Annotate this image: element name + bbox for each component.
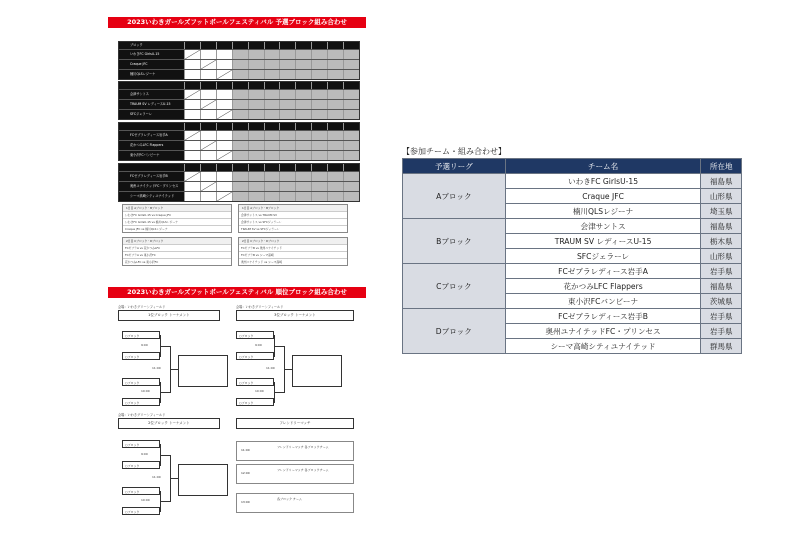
tournament-3-title: 3位ブロック トーナメント	[236, 310, 354, 321]
team-cell: FCゼブラレディース岩手B	[505, 309, 701, 324]
header-team: チーム名	[505, 159, 701, 174]
league-cell: Cブロック	[403, 264, 506, 309]
prelim-title-bar: 2023いわきガールズフットボールフェスティバル 予選ブロック組み合わせ	[108, 17, 366, 28]
pref-cell: 岩手県	[701, 324, 742, 339]
grid-team: Craque JFC	[127, 60, 184, 69]
team-cell: FCゼブラレディース岩手A	[505, 264, 701, 279]
team-cell: 会津サントス	[505, 219, 701, 234]
pref-cell: 栃木県	[701, 234, 742, 249]
friendly-title: フレンドリーマッチ	[236, 418, 354, 429]
team-cell: TRAUM SV レディースU-15	[505, 234, 701, 249]
final-title-bar: 2023いわきガールズフットボールフェスティバル 順位ブロック組み合わせ	[108, 287, 366, 298]
friendly-row: 12:00 フレンドリーマッチ 各ブロックチーム	[236, 464, 354, 484]
grid-team: SFCジェラーレ	[127, 110, 184, 119]
grid-team: いわきFC GirlsU-15	[127, 50, 184, 59]
grid-team: シーマ高崎シティユナイテッド	[127, 192, 184, 201]
league-cell: Bブロック	[403, 219, 506, 264]
team-cell: 東小沢FCバンビーナ	[505, 294, 701, 309]
bracket-final-box	[178, 464, 228, 496]
grid-team: 奥州ユナイテッドFC・プリンセス	[127, 182, 184, 191]
friendly-row: 13:00 各ブロック チーム	[236, 493, 354, 513]
block-b-grid	[118, 81, 360, 120]
block-a-grid	[118, 41, 360, 80]
pref-cell: 山形県	[701, 249, 742, 264]
friendly-row: 11:00 フレンドリーマッチ 各ブロックチーム	[236, 441, 354, 461]
league-cell: Aブロック	[403, 174, 506, 219]
team-cell: SFCジェラーレ	[505, 249, 701, 264]
participants-title: 【参加チーム・組み合わせ】	[402, 147, 506, 156]
header-pref: 所在地	[701, 159, 742, 174]
block-c-grid	[118, 122, 360, 161]
pref-cell: 岩手県	[701, 264, 742, 279]
grid-team: 楠川QLSレジーナ	[127, 70, 184, 79]
pref-cell: 山形県	[701, 189, 742, 204]
schedule-table: 2日目 Cブロック・Dブロック FCゼブラA vs 花かつみLFC FCゼブラA vs 東小沢FC 花かつみLFC vs 東小沢FC	[122, 237, 232, 266]
grid-team: 東小沢FCバンビーナ	[127, 151, 184, 160]
grid-team: FCゼブラレディース岩手A	[127, 131, 184, 140]
header-league: 予選リーグ	[403, 159, 506, 174]
schedule-thumbnail: 2023いわきガールズフットボールフェスティバル 予選ブロック組み合わせ ブロック いわきFC GirlsU-15 Craque JFC 楠川QLSレジーナ 会津サントス TRAUM SV レディースU-15 SFCジェラーレ FCゼブラレディース岩手A 花かつみLFC Flappers 東小沢FCバンビーナ FCゼブラレディース岩手B 奥州ユナイテッドFC・プリンセス シーマ高崎シティユナイテッド 1日目 Aブロック・Bブロック いわきFC GirlsU-15 vs Craque JFC いわきFC GirlsU-15 vs 楠川QLSレジーナ Craque JFC vs 楠川QLSレジーナ 1日目 Aブロック・Bブロック 会津サントス vs TRAUM SV 会津サントス vs SFCジェラーレ TRAUM SV vs SFCジェラーレ 2日目 Cブロック・Dブロック FCゼブラA vs 花かつみLFC FCゼブラA vs 東小沢FC 花かつみLFC vs 東小沢FC 2日目 Cブロック・Dブロック FCゼブラB vs 奥州ユナイテッド FCゼブラB vs シーマ高崎 奥州ユナイテッド vs シーマ高崎 2023いわきガールズフットボールフェスティバル 順位ブロック組み合わせ 会場：いわきグリーンフィールド 1位ブロック トーナメント 会場：いわきグリーンフィールド 3位ブロック トーナメント ○ブロック ○ブロック ○ブロック ○ブロック 9:00 10:00 11:00 ○ブロック ○ブロック ○ブロック ○ブロック 9:00 10:00 11:00 会場：いわきグリーンフィールド 2位ブロック トーナメント ○ブロック ○ブロック ○ブロック ○ブロック 9:00 10:00 11:00 フレンドリーマッチ 11:00 フレンドリーマッチ 各ブロックチーム 12:00 フレンドリーマッチ 各ブロックチーム 13:00 各ブロック チーム	[108, 17, 366, 529]
pref-cell: 埼玉県	[701, 204, 742, 219]
pref-cell: 茨城県	[701, 294, 742, 309]
team-cell: 奥州ユナイテッドFC・プリンセス	[505, 324, 701, 339]
schedule-table: 2日目 Cブロック・Dブロック FCゼブラB vs 奥州ユナイテッド FCゼブラB vs シーマ高崎 奥州ユナイテッド vs シーマ高崎	[238, 237, 348, 266]
schedule-table: 1日目 Aブロック・Bブロック いわきFC GirlsU-15 vs Craque JFC いわきFC GirlsU-15 vs 楠川QLSレジーナ Craque JFC vs 楠川QLSレジーナ	[122, 204, 232, 233]
pref-cell: 福島県	[701, 174, 742, 189]
schedule-table: 1日目 Aブロック・Bブロック 会津サントス vs TRAUM SV 会津サントス vs SFCジェラーレ TRAUM SV vs SFCジェラーレ	[238, 204, 348, 233]
grid-header: ブロック	[127, 42, 184, 49]
pref-cell: 岩手県	[701, 309, 742, 324]
team-cell: シーマ高崎シティユナイテッド	[505, 339, 701, 354]
bracket-final-box	[178, 355, 228, 387]
grid-team: FCゼブラレディース岩手B	[127, 172, 184, 181]
participants-table	[402, 158, 742, 354]
block-d-grid	[118, 163, 360, 202]
league-cell: Dブロック	[403, 309, 506, 354]
pref-cell: 群馬県	[701, 339, 742, 354]
tournament-2-title: 2位ブロック トーナメント	[118, 418, 220, 429]
team-cell: 楠川QLSレジーナ	[505, 204, 701, 219]
team-cell: 花かつみLFC Flappers	[505, 279, 701, 294]
grid-team: 会津サントス	[127, 90, 184, 99]
tournament-1-title: 1位ブロック トーナメント	[118, 310, 220, 321]
grid-team: 花かつみLFC Flappers	[127, 141, 184, 150]
grid-team: TRAUM SV レディースU-15	[127, 100, 184, 109]
team-cell: いわきFC GirlsU-15	[505, 174, 701, 189]
pref-cell: 福島県	[701, 279, 742, 294]
team-cell: Craque JFC	[505, 189, 701, 204]
bracket-final-box	[292, 355, 342, 387]
pref-cell: 福島県	[701, 219, 742, 234]
